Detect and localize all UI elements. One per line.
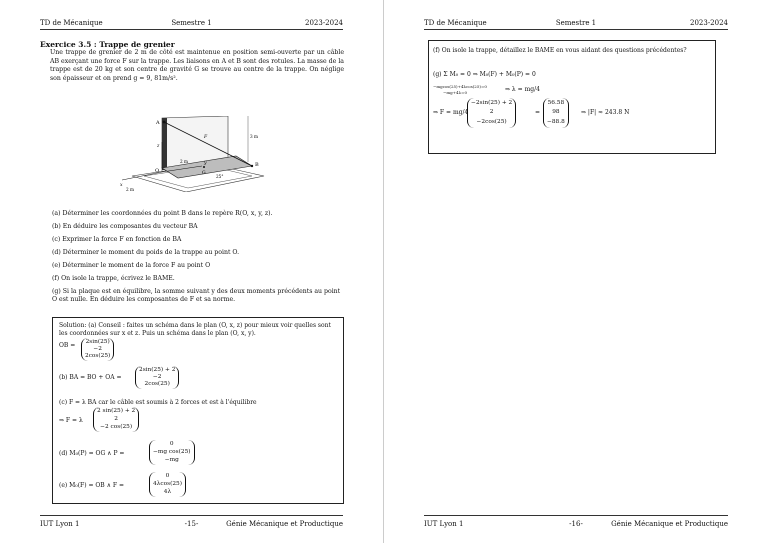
label-dim-vertical: 3 m [250, 134, 258, 139]
page-number: -15- [184, 520, 199, 528]
fres-y: 98 [552, 109, 560, 116]
force-moment-label: (e) M₀(F) = OB ∧ F = [59, 482, 125, 489]
question-a: (a) Déterminer les coordonnées du point B dans le repère R(O, x, y, z). [52, 210, 273, 217]
moment-sum-equation: (g) Σ M₀ = 0 ⇒ M₀(F) + M₀(P) = 0 [433, 71, 536, 78]
fres-x: 56.58 [547, 100, 565, 107]
system-line-1: −mgcos(25)+4λcos(25)=0 [433, 84, 487, 89]
ba-z: 2cos(25) [144, 381, 170, 387]
force-label: ⇒ F = λ [59, 417, 83, 424]
fexp-x: −2sin(25) + 2 [471, 100, 513, 107]
system-line-2: −mg+4λ=0 [443, 90, 468, 95]
question-d: (d) Déterminer le moment du poids de la trappe au point O. [52, 249, 240, 256]
weight-moment-vector [149, 440, 195, 465]
label-angle: 25° [216, 174, 224, 179]
header-course: TD de Mécanique [40, 19, 103, 27]
footer-institution: IUT Lyon 1 [40, 520, 80, 528]
label-dim-left: 2 m [126, 187, 134, 192]
force-vector [93, 407, 139, 432]
weight-moment-label: (d) M₀(P) = OG ∧ P = [59, 450, 125, 457]
solution-box [52, 317, 344, 504]
ob-x: 2sin(25) [85, 339, 110, 345]
force-result-vector [543, 98, 569, 128]
ba-y: −2 [152, 374, 162, 380]
page-header [40, 18, 343, 30]
point-b [251, 165, 253, 167]
page-16 [384, 0, 768, 543]
wall-post [162, 118, 167, 170]
force-moment-vector [149, 472, 186, 497]
weight-moment-x: 0 [169, 441, 174, 448]
fexp-z: −2cos(25) [476, 118, 507, 125]
label-b: B [255, 162, 259, 168]
header-semester: Semestre 1 [171, 19, 212, 27]
label-a: A [156, 120, 160, 126]
page-header [424, 18, 728, 30]
label-o: O [155, 168, 160, 174]
lambda-result: ⇒ λ = mg/4 [505, 86, 540, 93]
fexp-y: 2 [489, 109, 494, 116]
question-f: (f) On isole la trappe, écrivez le BAME. [52, 275, 175, 282]
fres-z: −88.8 [547, 118, 565, 125]
header-semester: Semestre 1 [555, 19, 597, 27]
force-expression-vector [467, 98, 516, 128]
equals-sign: = [535, 109, 541, 116]
weight-moment-y: −mg cos(25) [153, 448, 191, 455]
exercise-statement: Une trappe de grenier de 2 m de côté est maintenue en position semi-ouverte par un câble AB exerçant une force F sur la trappe. Les liaisons en A et B sont des rotules. La masse de la trappe est de 20 kg et son centre de gravité G se trouve au centre de la trappe. On néglige son épaisseur et on prend g = 9, 81m/s². [50, 49, 344, 82]
force-moment-z: 4λ [163, 488, 172, 495]
force-x: 2 sin(25) + 2 [97, 408, 136, 415]
label-f: F [204, 135, 208, 140]
label-y: y [204, 161, 207, 166]
label-dim-mid: 2 m [180, 159, 188, 164]
header-year: 2023-2024 [305, 19, 343, 27]
footer-department: Génie Mécanique et Productique [226, 520, 343, 528]
question-g: (g) Si la plaque est en équilibre, la somme suivant y des deux moments précédents au point O est nulle. En déduire les composantes de F et sa norme. [52, 288, 341, 303]
force-y: 2 [114, 415, 118, 422]
question-f-text: (f) On isole la trappe, détaillez le BAME en vous aidant des questions précédentes? [433, 47, 687, 54]
page-footer [424, 515, 728, 527]
ba-label: (b) BA = BO + OA = [59, 374, 122, 381]
label-g: G [202, 171, 206, 176]
ba-x: 2sin(25) + 2 [139, 367, 176, 373]
ob-label: OB = [59, 342, 76, 349]
header-year: 2023-2024 [690, 19, 728, 27]
point-a [163, 121, 166, 124]
force-expression-label: ⇒ F = mg/4 [433, 109, 469, 116]
equilibrium-solution-box [428, 40, 716, 154]
weight-moment-z: −mg [164, 456, 179, 463]
label-z: z [157, 144, 160, 149]
force-moment-y: 4λcos(25) [153, 480, 182, 487]
footer-department: Génie Mécanique et Productique [611, 520, 728, 528]
force-relation: (c) F = λ BA car le câble est soumis à 2 forces et est à l'équilibre [59, 399, 257, 406]
page-footer [40, 515, 343, 527]
point-g [203, 166, 205, 168]
question-e: (e) Déterminer le moment de la force F au point O [52, 262, 211, 269]
ob-z: 2cos(25) [85, 353, 111, 359]
ba-vector [135, 366, 179, 389]
footer-institution: IUT Lyon 1 [424, 520, 464, 528]
solution-intro: Solution: (a) Conseil : faites un schéma dans le plan (O, x, z) pour mieux voir quelles sont les coordonnées sur x et z. Puis un schéma dans le plan (O, x, y). [59, 322, 331, 337]
page-number: -16- [569, 520, 583, 528]
exercise-title: Exercice 3.5 : Trappe de grenier [40, 40, 175, 49]
question-b: (b) En déduire les composantes du vecteur BA [52, 223, 198, 230]
trapdoor-figure [118, 116, 268, 192]
header-course: TD de Mécanique [424, 19, 487, 27]
force-moment-x: 0 [165, 473, 170, 480]
force-norm: ⇒ |F| ≈ 243.8 N [581, 109, 630, 116]
question-c: (c) Exprimer la force F en fonction de BA [52, 236, 182, 243]
ob-vector [81, 338, 114, 361]
label-x: x [120, 183, 123, 188]
force-z: −2 cos(25) [100, 423, 133, 430]
ob-y: −2 [93, 346, 102, 352]
